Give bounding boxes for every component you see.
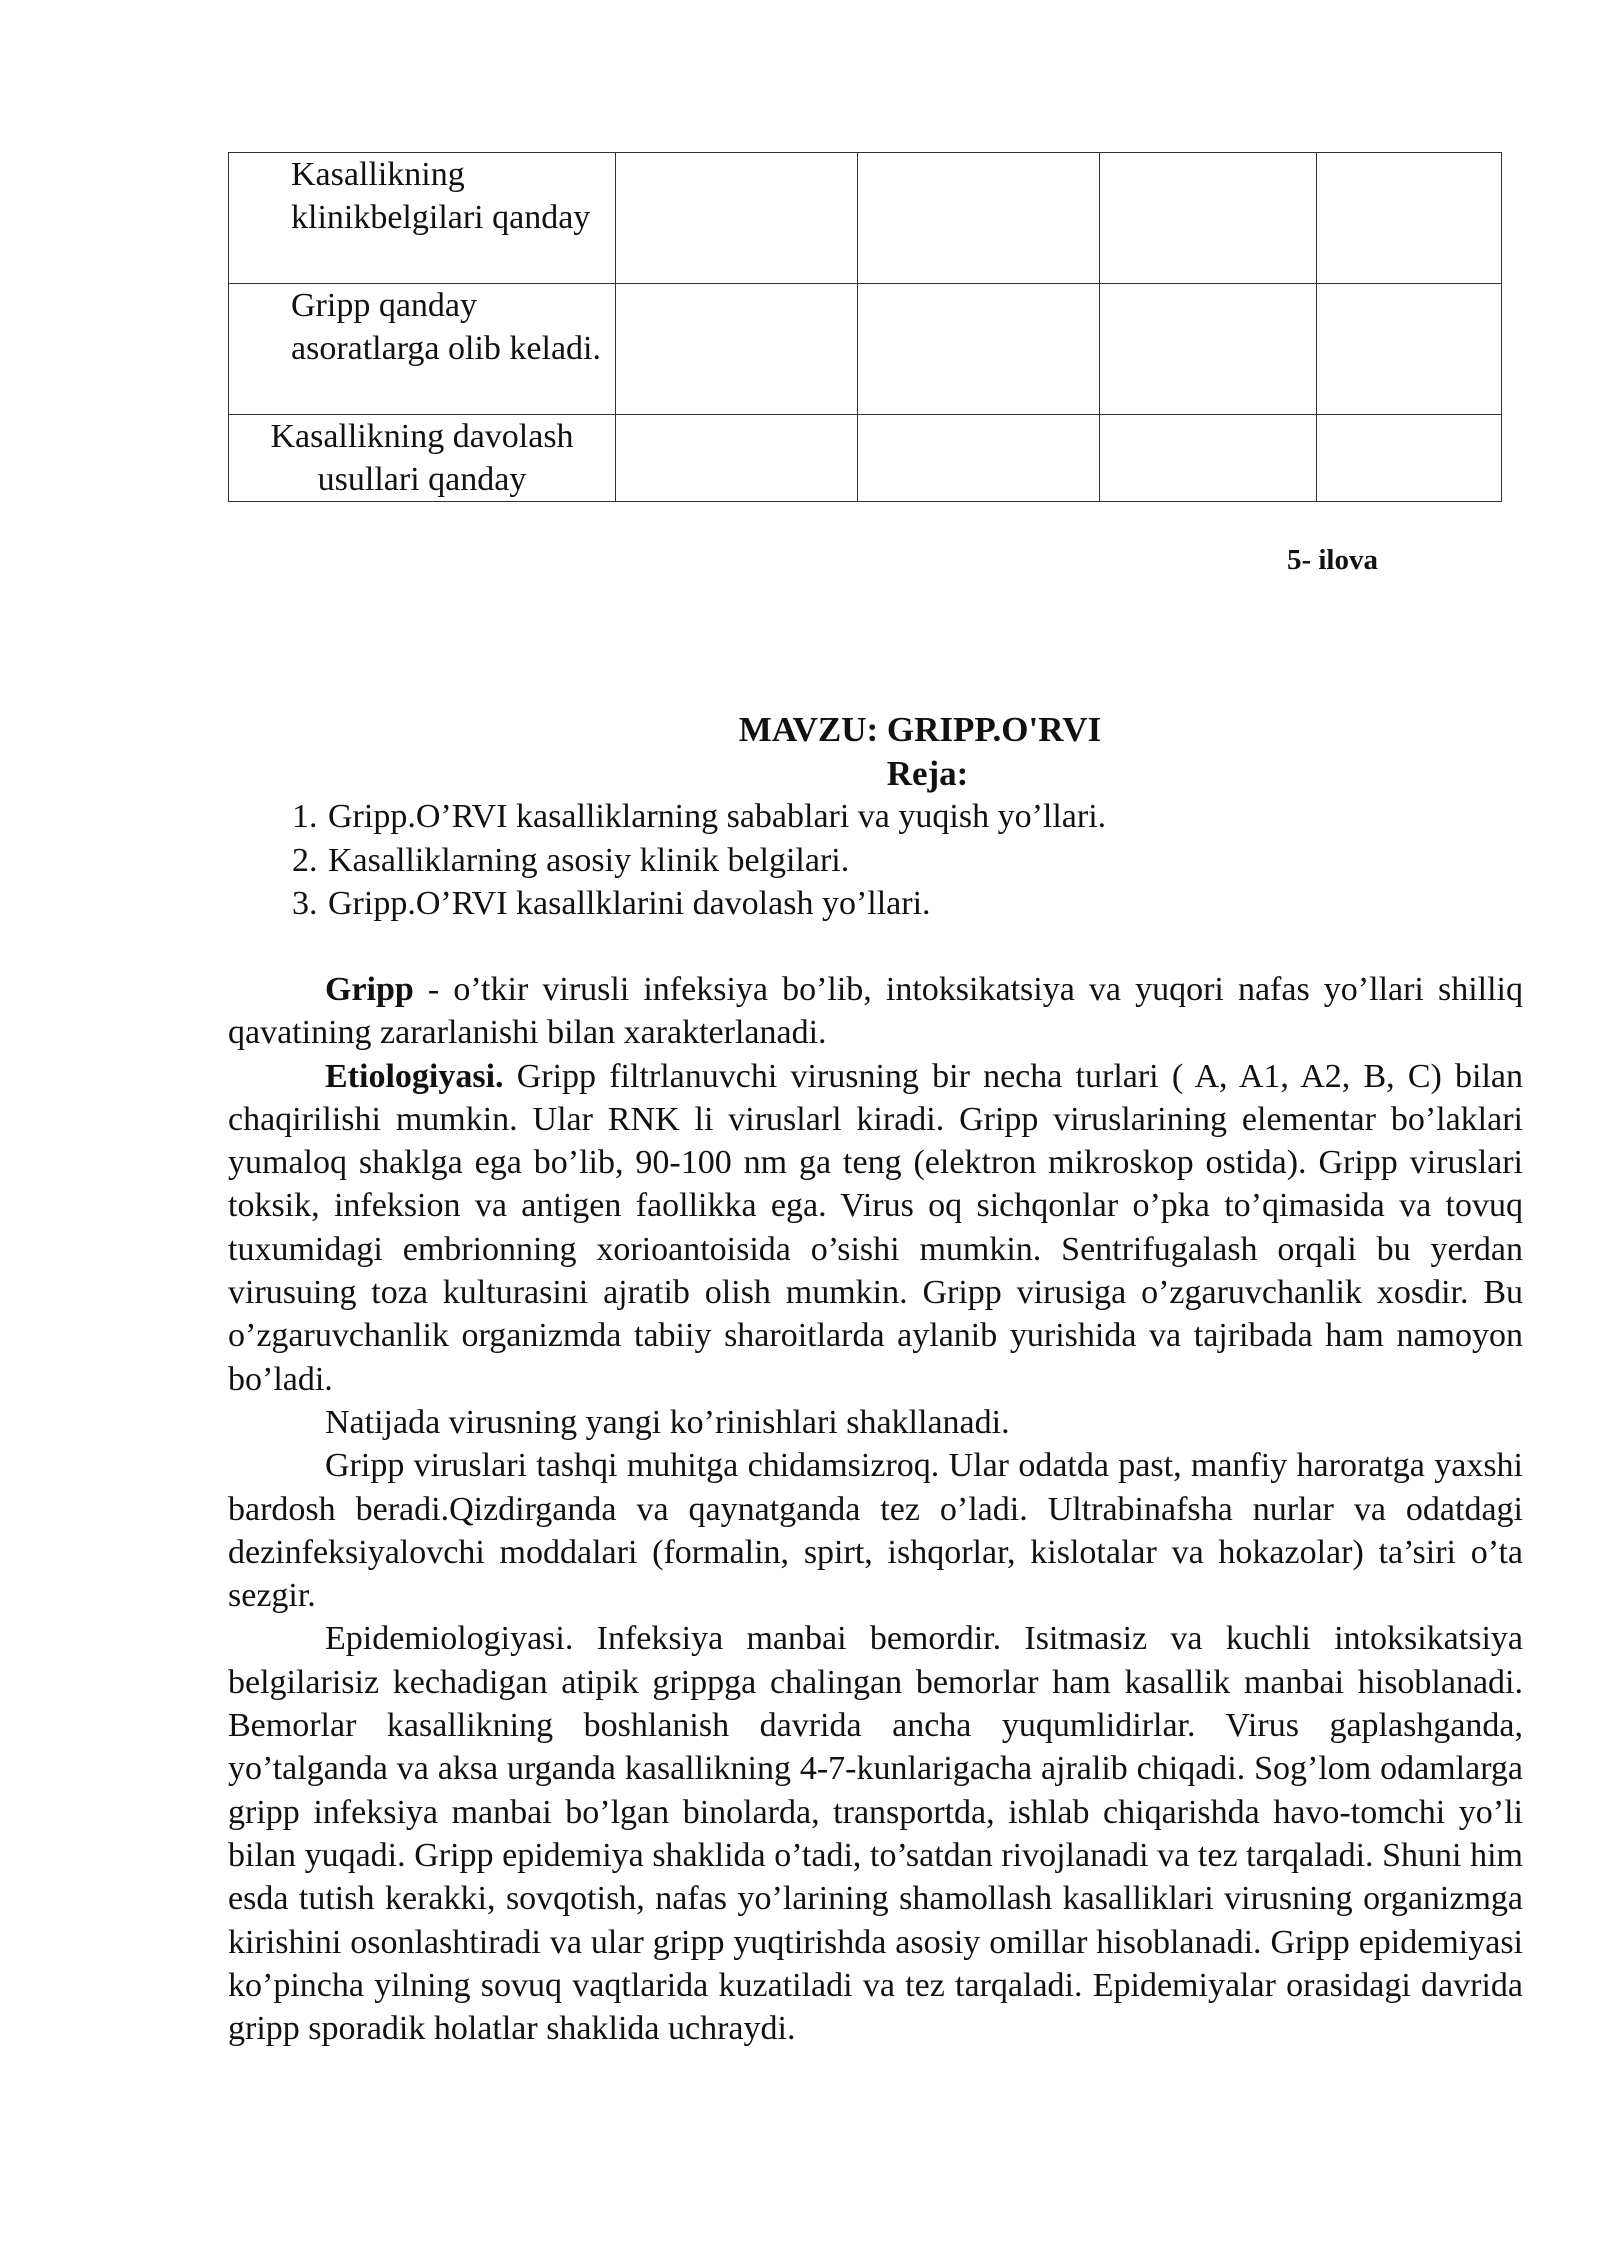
term-etiology: Etiologiyasi. [325, 1057, 504, 1095]
appendix-label: 5- ilova [1286, 544, 1378, 576]
table-row [229, 284, 1502, 415]
table-cell-question: Kasallikning davolash usullari qanday [229, 415, 616, 502]
table-cell-question: Gripp qanday asoratlarga olib keladi. [229, 284, 616, 415]
table-cell-empty [616, 153, 858, 284]
table-cell-empty [616, 284, 858, 415]
plan-item: 3. Gripp.O’RVI kasallklarini davolash yo’llari. [326, 882, 1106, 926]
table-cell-empty [616, 415, 858, 502]
table-cell-empty [1317, 284, 1502, 415]
paragraph-definition [228, 968, 1523, 1055]
table-cell-empty [1100, 415, 1317, 502]
table-row [229, 153, 1502, 284]
page-title: MAVZU: GRIPP.O'RVI [738, 710, 1102, 749]
table-cell-empty [1317, 415, 1502, 502]
paragraph-text: Gripp filtrlanuvchi virusning bir necha turlari ( A, A1, A2, B, C) bilan chaqirilishi mumkin. Ular RNK li viruslarl kiradi. Gripp viruslarining elementar bo’laklari yumaloq shaklga ega bo’lib, 90-100 nm ga teng (elektron mikroskop ostida). Gripp viruslari toksik, infeksion va antigen faollikka ega. Virus oq sichqonlar o’pka to’qimasida va tovuq tuxumidagi embrionning xorioantoisida o’sishi mumkin. Sentrifugalash orqali bu yerdan virusuing toza kulturasini ajratib olish mumkin. Gripp virusiga o’zgaruvchanlik xosdir. Bu o’zgaruvchanlik organizmda tabiiy sharoitlarda aylanib yurishida va tajribada ham namoyon bo’ladi. [228, 1057, 1523, 1398]
paragraph-text: - o’tkir virusli infeksiya bo’lib, intoksikatsiya va yuqori nafas yo’llari shilliq qavatining zararlanishi bilan xarakterlanadi. [228, 971, 1523, 1052]
table-cell-empty [858, 415, 1100, 502]
table-cell-question: Kasallikning klinikbelgilari qanday [229, 153, 616, 284]
table-cell-empty [1317, 153, 1502, 284]
body-text [228, 968, 1523, 2050]
plan-item: 2. Kasalliklarning asosiy klinik belgilari. [326, 839, 1106, 883]
table-cell-empty [1100, 284, 1317, 415]
plan-heading: Reja: [886, 754, 969, 793]
plan-list [230, 795, 1106, 926]
questions-table [228, 152, 1502, 502]
plan-item: 1. Gripp.O’RVI kasalliklarning sabablari va yuqish yo’llari. [326, 795, 1106, 839]
paragraph-result: Natijada virusning yangi ko’rinishlari shakllanadi. [325, 1403, 1010, 1441]
table-cell-empty [858, 153, 1100, 284]
term-gripp: Gripp [325, 971, 414, 1008]
paragraph-resistance: Gripp viruslari tashqi muhitga chidamsizroq. Ular odatda past, manfiy haroratga yaxshi bardosh beradi.Qizdirganda va qaynatganda tez o’ladi. Ultrabinafsha nurlar va odatdagi dezinfeksiyalovchi moddalari (formalin, spirt, ishqorlar, kislotalar va hokazolar) ta’siri o’ta sezgir. [228, 1447, 1523, 1615]
table-row [229, 415, 1502, 502]
table-cell-empty [1100, 153, 1317, 284]
table-cell-empty [858, 284, 1100, 415]
paragraph-etiology [228, 1055, 1523, 1401]
paragraph-epidemiology: Epidemiologiyasi. Infeksiya manbai bemordir. Isitmasiz va kuchli intoksikatsiya belgilarisiz kechadigan atipik grippga chalingan bemorlar ham kasallik manbai hisoblanadi. Bemorlar kasallikning boshlanish davrida ancha yuqumlidirlar. Virus gaplashganda, yo’talganda va aksa urganda kasallikning 4-7-kunlarigacha ajralib chiqadi. Sog’lom odamlarga gripp infeksiya manbai bo’lgan binolarda, transportda, ishlab chiqarishda havo-tomchi yo’li bilan yuqadi. Gripp epidemiya shaklida o’tadi, to’satdan rivojlanadi va tez tarqaladi. Shuni him esda tutish kerakki, sovqotish, nafas yo’larining shamollash kasalliklari virusning organizmga kirishini osonlashtiradi va ular gripp yuqtirishda asosiy omillar hisoblanadi. Gripp epidemiyasi ko’pincha yilning sovuq vaqtlarida kuzatiladi va tez tarqaladi. Epidemiyalar orasidagi davrida gripp sporadik holatlar shaklida uchraydi. [228, 1620, 1523, 2048]
